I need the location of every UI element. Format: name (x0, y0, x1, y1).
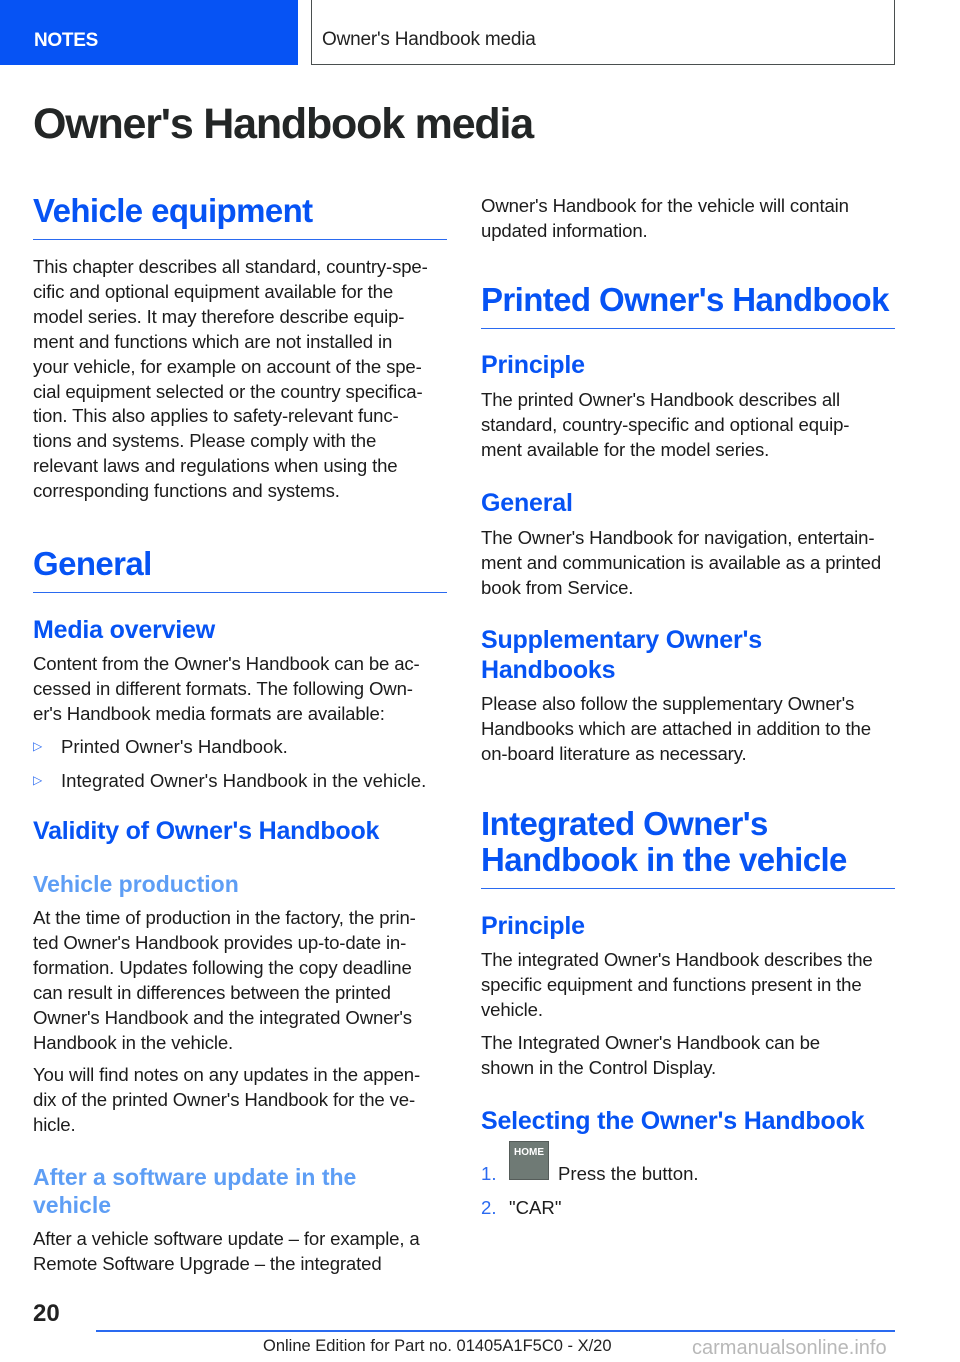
text-line: vehicle. (481, 998, 543, 1020)
text-line: model series. It may therefore describe equip- (33, 305, 405, 327)
list-item-text: Printed Owner's Handbook. (61, 736, 288, 757)
heading-principle-printed: Principle (481, 351, 585, 379)
step-text: "CAR" (509, 1197, 562, 1218)
step-text: Press the button. (558, 1163, 699, 1184)
text-line: At the time of production in the factory, the prin- (33, 907, 416, 928)
heading-integrated-handbook (481, 806, 895, 889)
text-line: tions and systems. Please comply with the (33, 430, 377, 452)
paragraph-principle-printed (481, 388, 901, 463)
footer-edition-text: Online Edition for Part no. 01405A1F5C0 - X/20 (263, 1337, 612, 1355)
watermark: carmanualsonline.info (692, 1337, 887, 1359)
paragraph-principle-integrated-1 (481, 948, 901, 1023)
heading-general-printed: General (481, 489, 573, 517)
text-line: ment and communication is available as a printed (481, 551, 882, 573)
text-line: Handbook in the vehicle. (33, 1031, 234, 1053)
text-line: on-board literature as necessary. (481, 742, 747, 764)
text-line: formation. Updates following the copy deadline (33, 956, 412, 978)
paragraph-continued (481, 194, 901, 244)
text-line: corresponding functions and systems. (33, 480, 340, 502)
text-line: The printed Owner's Handbook describes all (481, 389, 840, 410)
text-line: tion. This also applies to safety-relevant func- (33, 405, 399, 427)
footer-rule (96, 1330, 895, 1332)
heading-line: Handbook in the vehicle (481, 841, 847, 878)
heading-line: After a software update in the (33, 1164, 357, 1190)
page-title: Owner's Handbook media (33, 100, 533, 148)
text-line: cial equipment selected or the country specifica- (33, 380, 423, 402)
paragraph-vehicle-equipment (33, 255, 453, 504)
paragraph-vehicle-production-1 (33, 906, 453, 1055)
triangle-right-icon: ▷ (33, 739, 43, 753)
paragraph-general-printed (481, 526, 901, 601)
heading-vehicle-equipment: Vehicle equipment (33, 193, 447, 240)
step-item (481, 1147, 781, 1193)
heading-media-overview: Media overview (33, 616, 216, 644)
text-line: can result in differences between the printed (33, 981, 391, 1003)
heading-line: Supplementary Owner's (481, 626, 762, 654)
heading-line: Handbooks (481, 656, 616, 684)
text-line: Owner's Handbook and the integrated Owner's (33, 1006, 412, 1028)
heading-supplementary (481, 625, 762, 685)
step-number: 2. (481, 1197, 497, 1218)
text-line: relevant laws and regulations when using the (33, 455, 398, 477)
list-item-text: Integrated Owner's Handbook in the vehicle. (61, 770, 427, 791)
heading-validity: Validity of Owner's Handbook (33, 817, 380, 845)
text-line: dix of the printed Owner's Handbook for the ve- (33, 1088, 416, 1110)
section-tab-notes: NOTES (0, 0, 298, 65)
text-line: standard, country-specific and optional equip- (481, 413, 850, 435)
text-line: ment and functions which are not installed in (33, 330, 393, 352)
paragraph-supplementary (481, 692, 901, 767)
text-line: updated information. (481, 219, 648, 241)
text-line: specific equipment and functions present in the (481, 973, 862, 995)
heading-selecting-handbook: Selecting the Owner's Handbook (481, 1107, 865, 1135)
heading-line: Integrated Owner's (481, 805, 768, 842)
text-line: your vehicle, for example on account of the spe- (33, 355, 422, 377)
triangle-right-icon: ▷ (33, 773, 43, 787)
paragraph-principle-integrated-2 (481, 1031, 901, 1081)
heading-printed-handbook: Printed Owner's Handbook (481, 282, 895, 329)
chapter-title-box: Owner's Handbook media (311, 0, 895, 65)
heading-principle-integrated: Principle (481, 912, 585, 940)
text-line: The integrated Owner's Handbook describes the (481, 949, 873, 970)
text-line: You will find notes on any updates in the appen- (33, 1064, 420, 1085)
text-line: hicle. (33, 1113, 76, 1135)
paragraph-vehicle-production-2 (33, 1063, 453, 1138)
heading-vehicle-production: Vehicle production (33, 871, 239, 897)
text-line: cific and optional equipment available for the (33, 280, 394, 302)
text-line: Owner's Handbook for the vehicle will contain (481, 195, 849, 216)
heading-line: vehicle (33, 1192, 111, 1218)
text-line: Please also follow the supplementary Owner's (481, 693, 855, 714)
text-line: shown in the Control Display. (481, 1056, 717, 1078)
page-number: 20 (33, 1300, 60, 1327)
text-line: book from Service. (481, 576, 634, 598)
text-line: After a vehicle software update – for example, a (33, 1228, 420, 1249)
text-line: Handbooks which are attached in addition to the (481, 717, 871, 739)
text-line: This chapter describes all standard, country-spe- (33, 256, 428, 277)
text-line: ment available for the model series. (481, 438, 770, 460)
heading-software-update (33, 1163, 356, 1219)
paragraph-media-overview (33, 652, 453, 727)
paragraph-software-update (33, 1227, 453, 1277)
text-line: cessed in different formats. The following Own- (33, 677, 413, 699)
text-line: Content from the Owner's Handbook can be ac- (33, 653, 420, 674)
heading-general: General (33, 546, 447, 593)
step-number: 1. (481, 1163, 497, 1184)
text-line: The Integrated Owner's Handbook can be (481, 1032, 820, 1053)
step-item (481, 1197, 781, 1227)
text-line: ted Owner's Handbook provides up-to-date in- (33, 931, 407, 953)
text-line: The Owner's Handbook for navigation, entertain- (481, 527, 875, 548)
text-line: er's Handbook media formats are available: (33, 702, 385, 724)
home-button-icon: HOME (509, 1141, 549, 1180)
text-line: Remote Software Upgrade – the integrated (33, 1252, 382, 1274)
